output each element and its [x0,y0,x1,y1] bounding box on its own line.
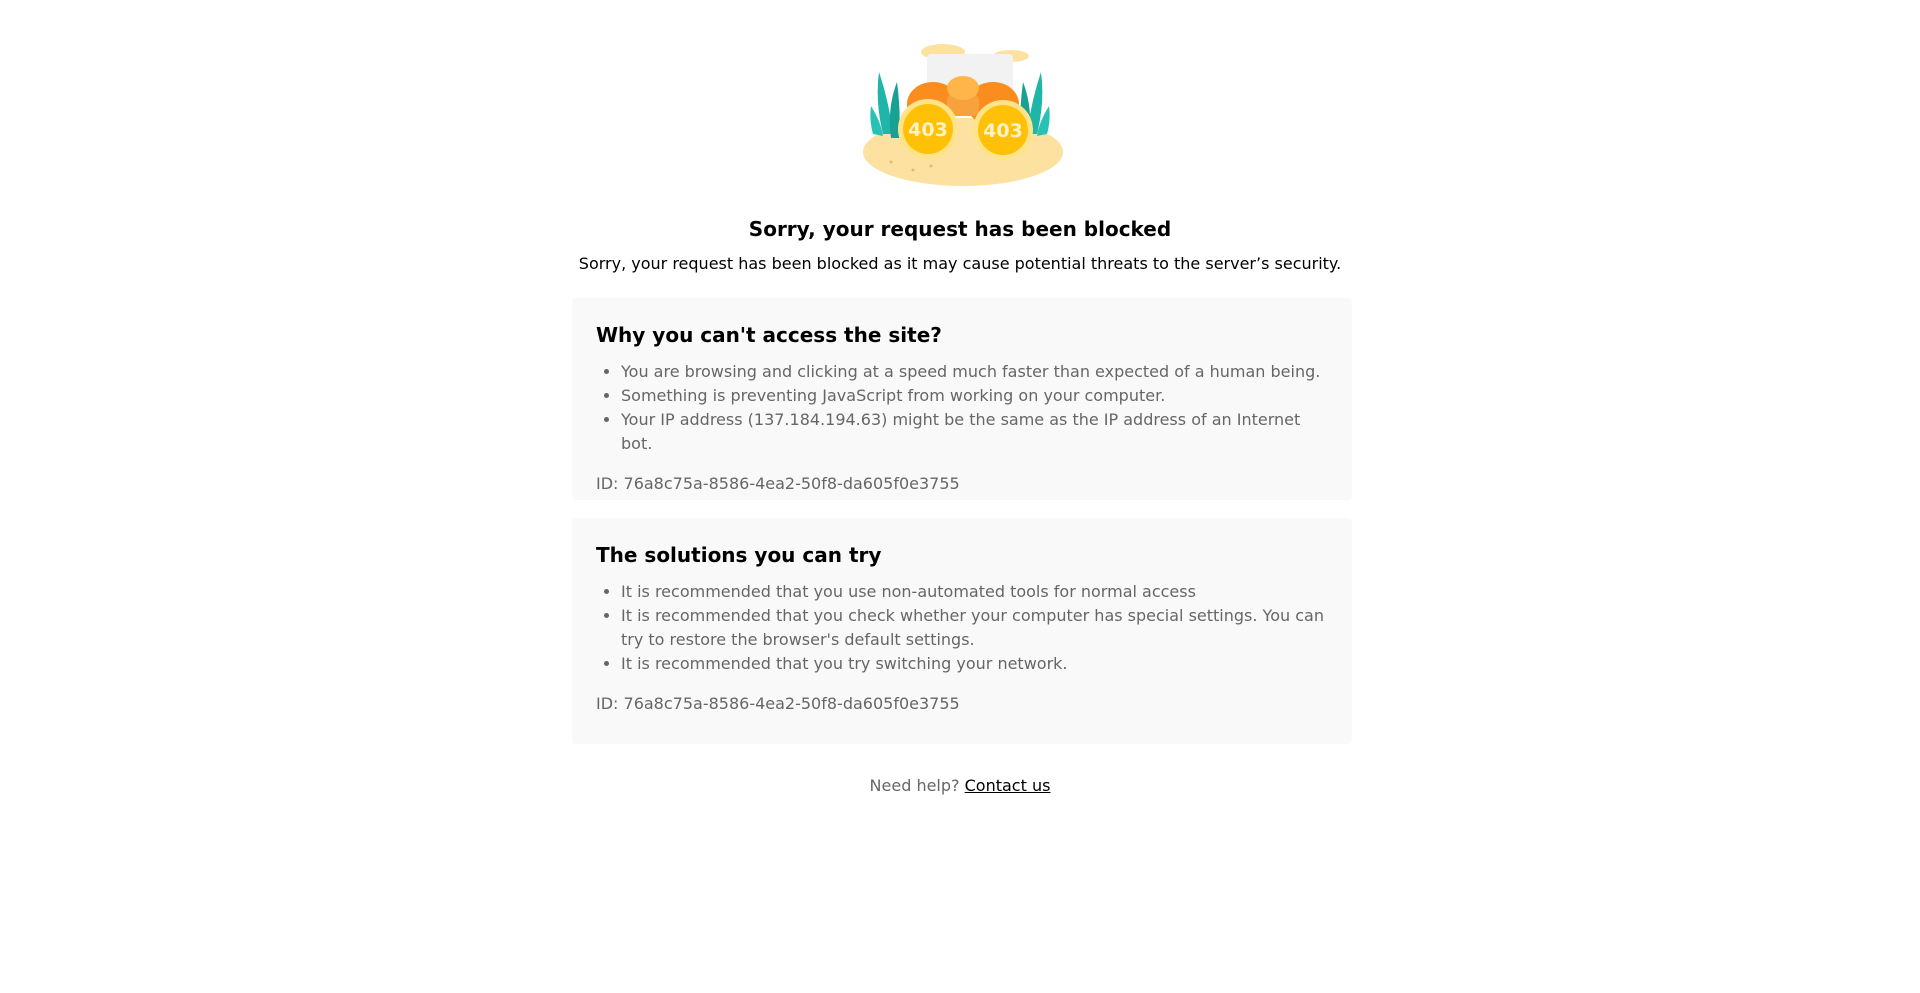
page-title: Sorry, your request has been blocked [748,217,1172,241]
solutions-card [572,518,1352,744]
help-prefix: Need help? [869,776,960,795]
list-item: • It is recommended that you check whether your computer has special settings. You can try to restore the browser's default settings. [621,604,1328,652]
solutions-list [596,580,1328,676]
page-subtitle: Sorry, your request has been blocked as it may cause potential threats to the server’s security. [578,254,1342,273]
list-item: • You are browsing and clicking at a speed much faster than expected of a human being. [621,360,1328,384]
reasons-list [596,360,1328,456]
list-item: • It is recommended that you try switching your network. [621,652,1328,676]
reasons-heading: Why you can't access the site? [596,323,942,347]
list-item: • Your IP address (137.184.194.63) might be the same as the IP address of an Internet bot. [621,408,1328,456]
contact-us-link[interactable]: Contact us [964,776,1051,795]
solutions-heading: The solutions you can try [596,543,882,567]
lens-right-label: 403 [983,120,1023,142]
help-footer [0,774,1920,798]
binoculars-403-icon [861,42,1065,188]
request-id: ID: 76a8c75a-8586-4ea2-50f8-da605f0e3755 [596,474,960,493]
request-id: ID: 76a8c75a-8586-4ea2-50f8-da605f0e3755 [596,694,960,713]
list-item: • Something is preventing JavaScript from working on your computer. [621,384,1328,408]
list-item: • It is recommended that you use non-automated tools for normal access [621,580,1328,604]
lens-left-label: 403 [908,119,948,141]
reasons-card [572,298,1352,500]
